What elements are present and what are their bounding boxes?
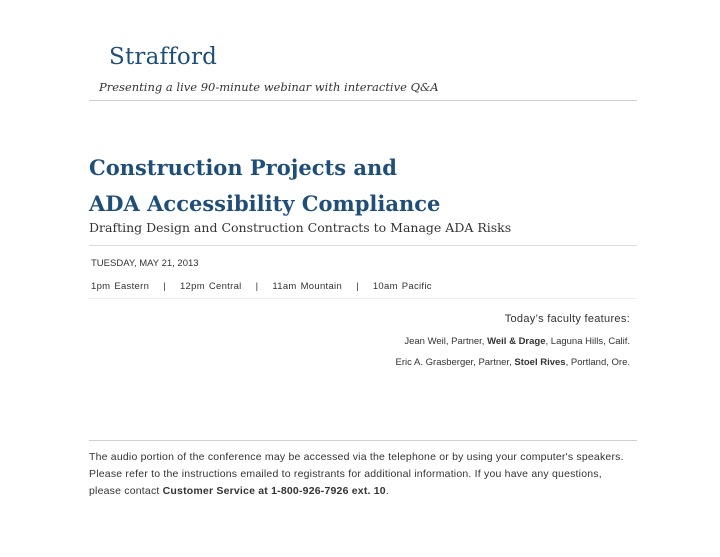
time-central: 12pm Central bbox=[179, 281, 242, 292]
time-eastern: 1pm Eastern bbox=[91, 281, 150, 292]
faculty-firm: Stoel Rives bbox=[514, 357, 566, 368]
title-line-2: ADA Accessibility Compliance bbox=[89, 191, 441, 216]
faculty-location: , Portland, Ore. bbox=[565, 357, 630, 368]
faculty-heading: Today’s faculty features: bbox=[504, 313, 630, 325]
webinar-title bbox=[89, 150, 440, 222]
divider-times bbox=[89, 298, 637, 299]
divider-bottom bbox=[89, 440, 637, 441]
faculty-name: Eric A. Grasberger, Partner, bbox=[395, 357, 515, 368]
time-mountain: 11am Mountain bbox=[272, 281, 343, 292]
time-separator: | bbox=[163, 281, 166, 292]
faculty-firm: Weil & Drage bbox=[487, 336, 546, 347]
audio-notice-end: . bbox=[385, 485, 389, 497]
customer-service-contact: Customer Service at 1-800-926-7926 ext. 10 bbox=[162, 485, 386, 497]
faculty-location: , Laguna Hills, Calif. bbox=[545, 336, 630, 347]
audio-notice-text: The audio portion of the conference may be accessed via the telephone or by using your computer's speakers. Please refer to the instructions emailed to registrants for additional information. If you have any questions, please contact bbox=[89, 451, 624, 497]
webinar-date: TUESDAY, MAY 21, 2013 bbox=[91, 258, 199, 269]
faculty-member bbox=[404, 336, 630, 347]
webinar-times bbox=[91, 281, 432, 292]
time-separator: | bbox=[255, 281, 259, 292]
webinar-subtitle: Drafting Design and Construction Contracts to Manage ADA Risks bbox=[89, 220, 512, 235]
tagline: Presenting a live 90-minute webinar with interactive Q&A bbox=[99, 80, 439, 94]
divider-mid bbox=[89, 245, 637, 246]
audio-notice bbox=[89, 449, 637, 500]
faculty-name: Jean Weil, Partner, bbox=[404, 336, 488, 347]
time-separator: | bbox=[356, 281, 359, 292]
faculty-member bbox=[396, 357, 630, 368]
strafford-logo: Strafford bbox=[109, 44, 218, 70]
divider-top bbox=[89, 100, 637, 101]
title-line-1: Construction Projects and bbox=[89, 155, 397, 180]
time-pacific: 10am Pacific bbox=[372, 281, 432, 292]
